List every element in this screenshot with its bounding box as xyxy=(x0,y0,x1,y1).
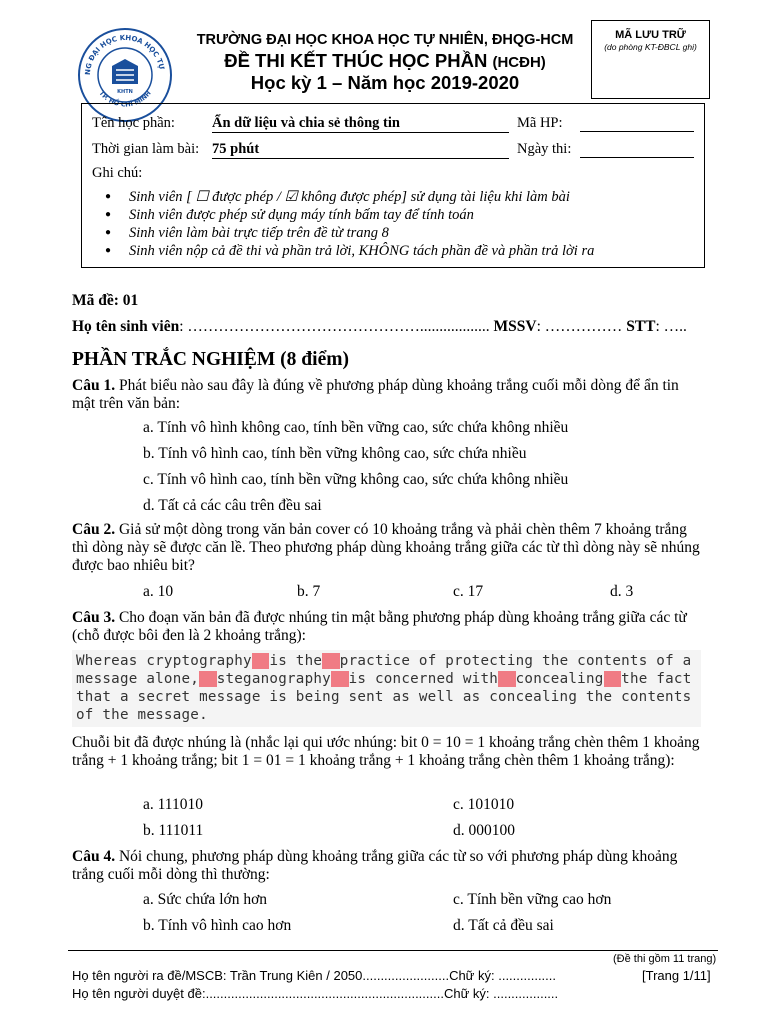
code-segment: is the xyxy=(269,653,323,669)
archive-code-box xyxy=(591,20,710,99)
q1-option-b: b. Tính vô hình cao, tính bền vững không cao, sức chứa nhiều xyxy=(143,445,527,462)
q3-option-d: d. 000100 xyxy=(453,822,515,839)
course-label: Tên học phần: xyxy=(92,115,175,131)
student-id-field: : …………… xyxy=(536,318,623,335)
question-text: Nói chung, phương pháp dùng khoảng trắng giữa các từ so với phương pháp dùng khoảng trắng cuối mỗi dòng thì thường: xyxy=(72,848,678,883)
footer-divider xyxy=(68,950,718,951)
author-line: Họ tên người ra đề/MSCB: Trần Trung Kiên / 2050........................Chữ ký: ................ xyxy=(72,968,557,983)
q3-option-c: c. 101010 xyxy=(453,796,515,813)
course-code-label: Mã HP: xyxy=(517,115,563,131)
q2-option-b: b. 7 xyxy=(297,583,321,600)
question-text: Phát biểu nào sau đây là đúng về phương pháp dùng khoảng trắng cuối mỗi dòng để ẩn tin mật trên văn bản: xyxy=(72,377,679,412)
q1-option-c: c. Tính vô hình cao, tính bền vững không cao, sức chứa không nhiều xyxy=(143,471,569,488)
stego-text-sample xyxy=(72,650,701,727)
question-label: Câu 1. xyxy=(72,377,116,394)
duration-label: Thời gian làm bài: xyxy=(92,141,200,157)
code-line-1 xyxy=(76,653,691,669)
double-space-marker: ·· xyxy=(603,671,622,687)
q4-option-d: d. Tất cả đều sai xyxy=(453,917,554,934)
question-2 xyxy=(72,521,702,575)
code-segment: the fact xyxy=(621,671,692,687)
question-label: Câu 2. xyxy=(72,521,116,538)
q4-option-b: b. Tính vô hình cao hơn xyxy=(143,917,292,934)
q3-option-a: a. 111010 xyxy=(143,796,203,813)
double-space-marker: ·· xyxy=(199,671,217,687)
note-item: ● Sinh viên được phép sử dụng máy tính bấm tay để tính toán xyxy=(105,206,705,224)
course-name: Ẩn dữ liệu và chia sẻ thông tin xyxy=(212,115,509,133)
double-space-marker: ·· xyxy=(498,671,516,687)
q4-option-a: a. Sức chứa lớn hơn xyxy=(143,891,268,908)
archive-note: (do phòng KT-ĐBCL ghi) xyxy=(604,42,697,52)
double-space-marker: ·· xyxy=(322,653,340,669)
code-segment: is concerned with xyxy=(348,671,499,687)
course-code-field xyxy=(580,131,694,132)
q1-option-a: a. Tính vô hình không cao, tính bền vững cao, sức chứa không nhiều xyxy=(143,419,569,436)
exam-title-main: ĐỀ THI KẾT THÚC HỌC PHẦN xyxy=(224,50,488,71)
page-number: [Trang 1/11] xyxy=(642,968,711,983)
q2-option-c: c. 17 xyxy=(453,583,484,600)
q4-option-c: c. Tính bền vững cao hơn xyxy=(453,891,612,908)
page-count-note: (Đề thi gồm 11 trang) xyxy=(613,953,717,965)
logo-text-top: NG ĐẠI HỌC KHOA HỌC TỰ xyxy=(83,33,166,76)
exam-date-label: Ngày thi: xyxy=(517,141,572,157)
stt-field: : ….. xyxy=(655,318,687,335)
logo-center-text: KHTN xyxy=(117,89,133,95)
double-space-marker: ·· xyxy=(251,653,270,669)
duration-value: 75 phút xyxy=(212,141,509,159)
exam-code: Mã đề: 01 xyxy=(72,292,139,309)
question-1 xyxy=(72,377,702,413)
exam-title-abbr: (HCĐH) xyxy=(492,54,546,71)
code-segment: Whereas cryptography xyxy=(76,653,252,669)
q3-option-b: b. 111011 xyxy=(143,822,204,839)
code-segment: practice of protecting the contents of a xyxy=(339,653,692,669)
note-item: ● Sinh viên [ ☐ được phép / ☑ không được phép] sử dụng tài liệu khi làm bài xyxy=(105,188,705,206)
exam-term: Học kỳ 1 – Năm học 2019-2020 xyxy=(250,72,520,93)
q1-option-d: d. Tất cả các câu trên đều sai xyxy=(143,497,322,514)
question-3 xyxy=(72,609,702,645)
reviewer-line: Họ tên người duyệt đề:..................................................................Chữ ký: .................. xyxy=(72,986,559,1001)
student-id-label: MSSV xyxy=(493,318,537,335)
q2-option-d: d. 3 xyxy=(610,583,634,600)
q2-option-a: a. 10 xyxy=(143,583,174,600)
question-3-followup: Chuỗi bit đã được nhúng là (nhắc lại qui ước nhúng: bit 0 = 10 = 1 khoảng trắng chèn thêm 1 khoảng trắng + 1 khoảng trắng; bit 1 = 01 = 1 khoảng trắng + 1 khoảng trắng chèn thêm 1 khoảng trắng): xyxy=(72,734,700,769)
question-text: Giả sử một dòng trong văn bản cover có 10 khoảng trắng và phải chèn thêm 7 khoảng trắng thì dòng này sẽ được căn lề. Theo phương pháp dùng khoảng trắng giữa các từ thì dòng này sẽ nhúng được bao nhiêu bit? xyxy=(72,521,700,574)
student-info-line xyxy=(72,318,687,336)
exam-title xyxy=(170,50,600,72)
code-line-2 xyxy=(76,671,692,687)
code-segment: steganography xyxy=(216,671,331,687)
exam-date-field xyxy=(580,157,694,158)
student-name-field: : ……………………………………….................. xyxy=(179,318,490,335)
code-line-4: of the message. xyxy=(76,707,208,723)
section-title: PHẦN TRẮC NGHIỆM (8 điểm) xyxy=(72,349,349,370)
question-text: Cho đoạn văn bản đã được nhúng tin mật bằng phương pháp dùng khoảng trắng giữa các từ (chỗ được bôi đen là 2 khoảng trắng): xyxy=(72,609,687,644)
school-name: TRƯỜNG ĐẠI HỌC KHOA HỌC TỰ NHIÊN, ĐHQG-HCM xyxy=(196,32,574,48)
note-item: ● Sinh viên làm bài trực tiếp trên đề từ trang 8 xyxy=(105,224,705,242)
code-segment: concealing xyxy=(515,671,604,687)
archive-label: MÃ LƯU TRỮ xyxy=(615,29,686,41)
stt-label: STT xyxy=(626,318,656,335)
double-space-marker: ·· xyxy=(330,671,349,687)
code-line-3: that a secret message is being sent as well as concealing the contents xyxy=(76,689,692,705)
question-4 xyxy=(72,848,702,884)
question-label: Câu 4. xyxy=(72,848,116,865)
student-name-label: Họ tên sinh viên xyxy=(72,318,180,335)
question-label: Câu 3. xyxy=(72,609,116,626)
logo-text-bottom: TP. HỒ CHÍ MINH xyxy=(97,89,153,109)
code-segment: message alone, xyxy=(76,671,200,687)
notes-list xyxy=(105,188,705,260)
notes-label: Ghi chú: xyxy=(92,165,143,181)
note-item: ● Sinh viên nộp cả đề thi và phần trả lời, KHÔNG tách phần đề và phần trả lời ra xyxy=(105,242,705,260)
